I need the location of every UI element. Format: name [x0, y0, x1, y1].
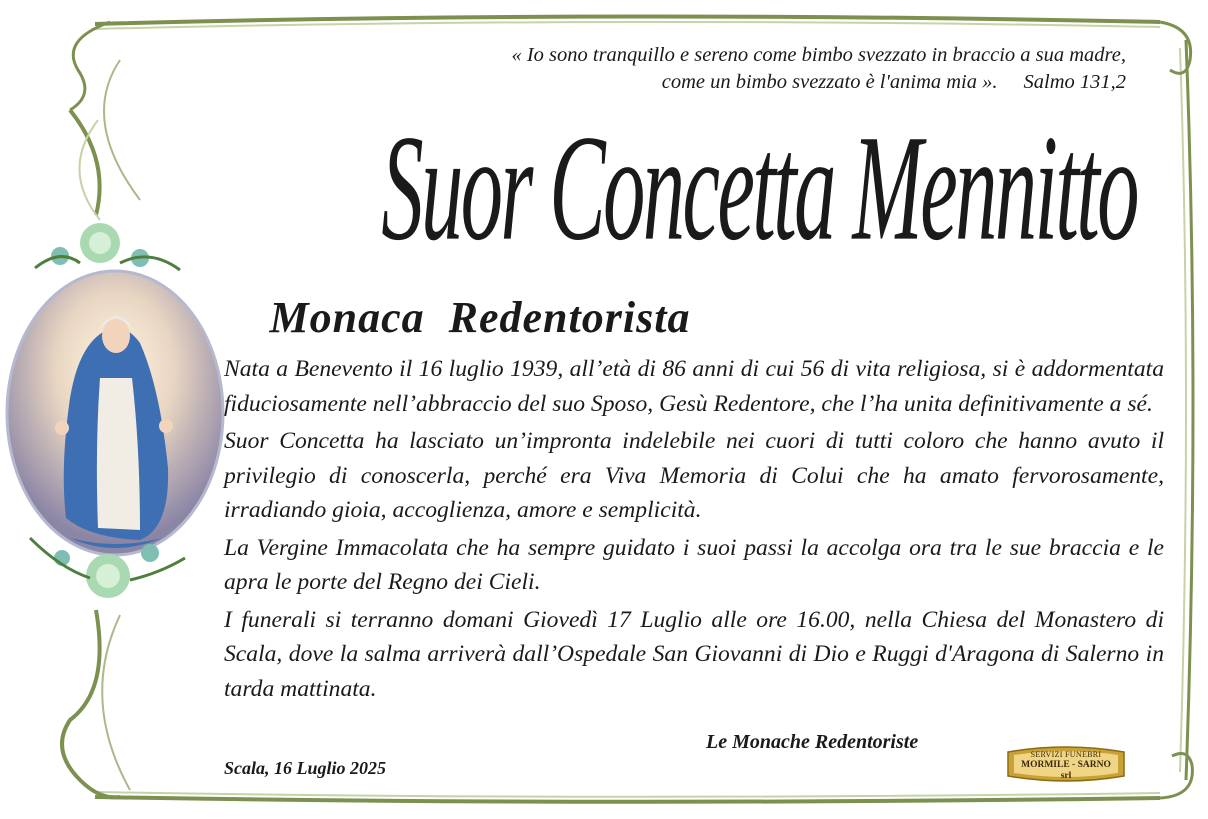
- quote-line-2: come un bimbo svezzato è l'anima mia ».: [661, 71, 998, 93]
- deceased-name: Suor Concetta Mennitto: [381, 102, 1137, 272]
- deceased-title: Monaca Redentorista: [269, 293, 691, 342]
- body-paragraph: Nata a Benevento il 16 luglio 1939, all’età di 86 anni di cui 56 di vita religiosa, si è addormentata fiduciosamente nell’abbraccio del suo Sposo, Gesù Redentore, che l’ha unita definitivamente a sé.: [224, 356, 1164, 417]
- quote-line-1: « Io sono tranquillo e sereno come bimbo svezzato in braccio a sua madre,: [511, 44, 1126, 66]
- signature: Le Monache Redentoriste: [706, 731, 919, 753]
- psalm-quote: [306, 42, 1126, 96]
- funeral-home-line-2: MORMILE - SARNO srl: [1021, 760, 1111, 781]
- body-paragraph: La Vergine Immacolata che ha sempre guidato i suoi passi la accolga ora tra le sue braccia e le apra le porte del Regno dei Cieli.: [224, 534, 1164, 595]
- madonna-image: [0, 208, 230, 613]
- body-paragraph: I funerali si terranno domani Giovedì 17 Luglio alle ore 16.00, nella Chiesa del Monastero di Scala, dove la salma arriverà dall’Ospedale San Giovanni di Dio e Ruggi d'Aragona di Salerno in tarda mattinata.: [224, 606, 1164, 702]
- funeral-home-name: [1016, 749, 1116, 782]
- rose-flower-icon: [35, 223, 180, 270]
- quote-reference: Salmo 131,2: [1023, 71, 1126, 93]
- funeral-home-line-1: SERVIZI FUNEBRI: [1030, 750, 1102, 759]
- announcement-body: [224, 352, 1164, 709]
- body-paragraph: Suor Concetta ha lasciato un’impronta indelebile nei cuori di tutti coloro che hanno avuto il privilegio di conoscerla, perché era Viva Memoria di Colui che ha amato fervorosamente, irradiando gioia, accoglienza, amore e semplicità.: [224, 428, 1164, 523]
- dateline: Scala, 16 Luglio 2025: [224, 758, 387, 778]
